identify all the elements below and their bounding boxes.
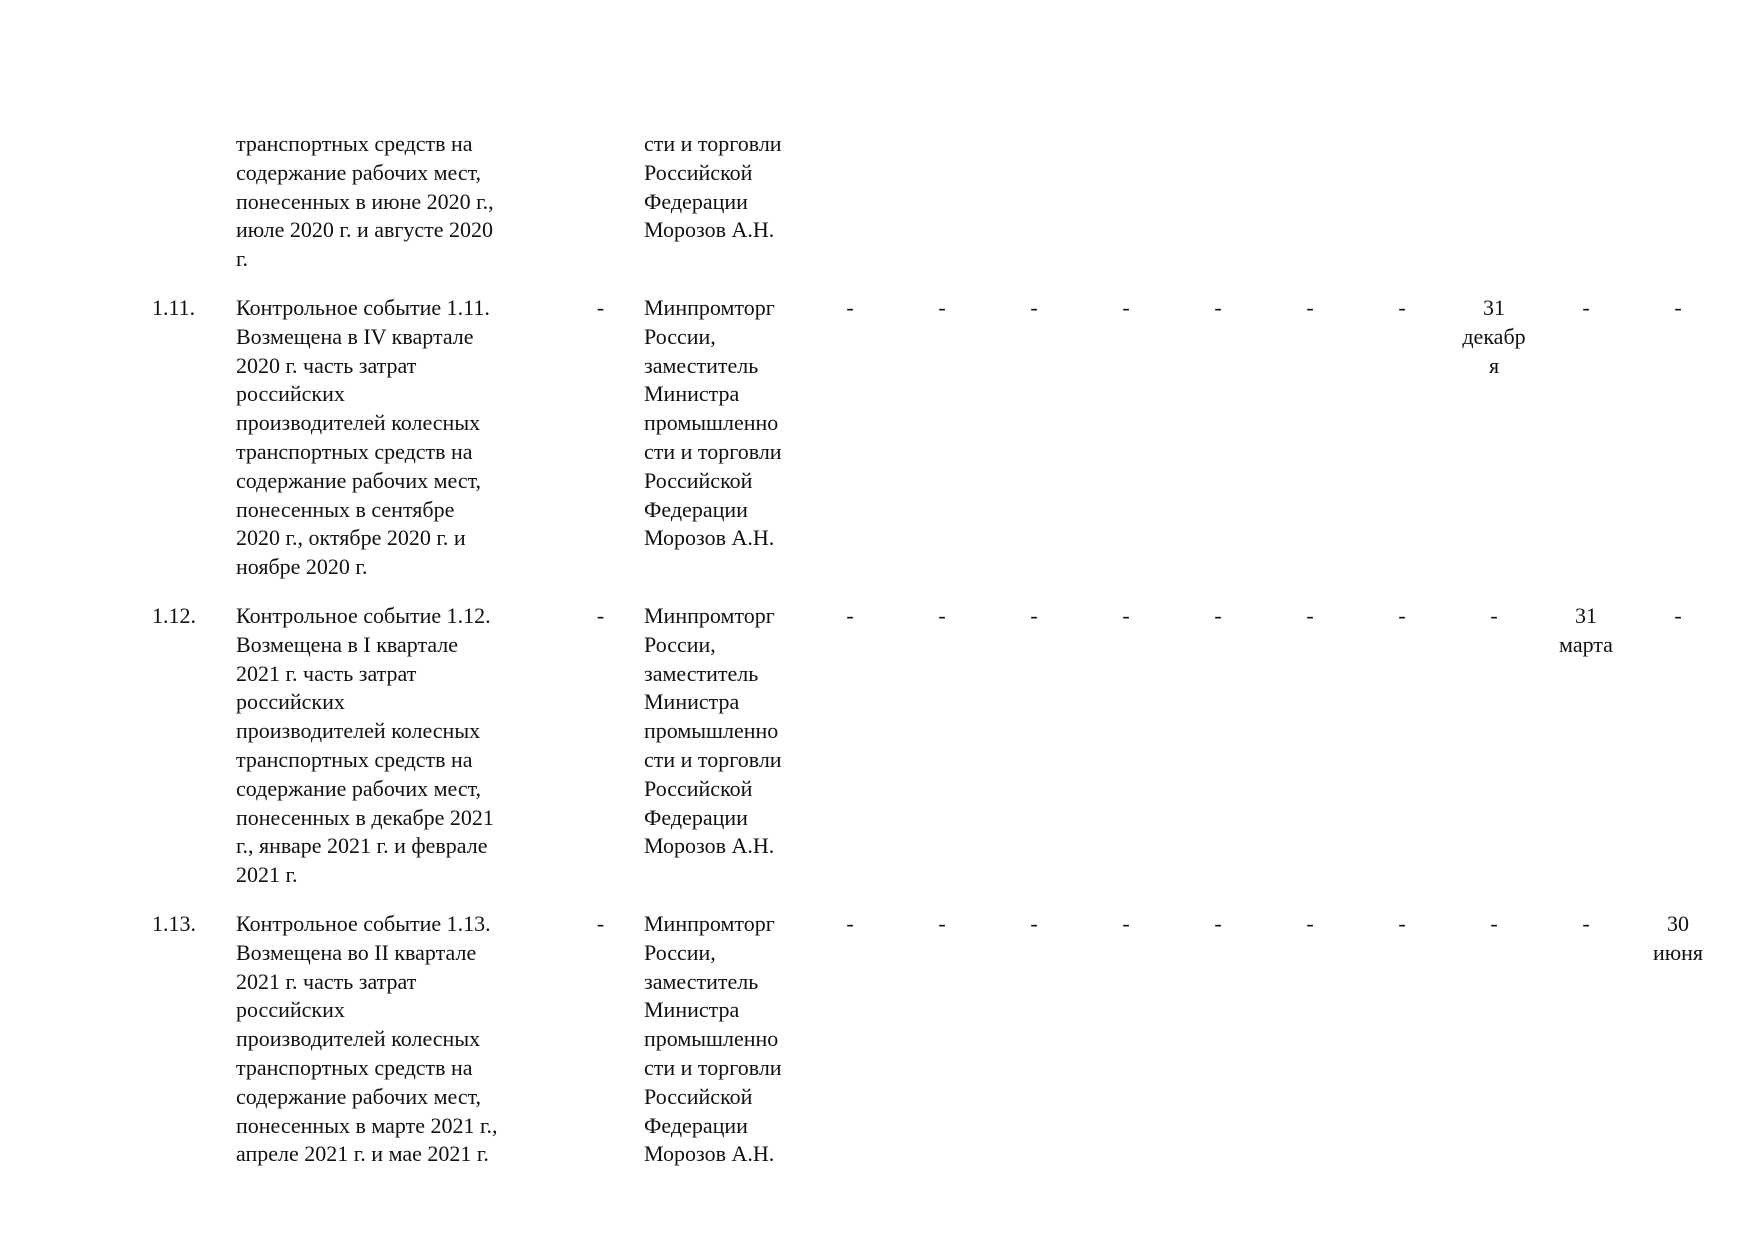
- period-value: -: [938, 910, 946, 936]
- period-value: [1448, 130, 1540, 294]
- period-value: -: [1122, 910, 1130, 936]
- table-row: [152, 130, 1724, 294]
- period-value: [804, 130, 896, 294]
- period-value: -: [938, 294, 946, 320]
- period-value: [1540, 130, 1632, 294]
- event-description: транспортных средств на содержание рабочих мест, понесенных в июне 2020 г., июле 2020 г. и августе 2020 г.: [236, 131, 494, 272]
- period-value: -: [1490, 602, 1498, 628]
- table-row: [152, 910, 1724, 1169]
- responsible-person: Минпромторг России, заместитель Министра промышленно сти и торговли Российской Федерации Морозов А.Н.: [644, 294, 782, 551]
- period-value: 31 марта: [1559, 602, 1613, 657]
- period-value: [896, 130, 988, 294]
- responsible-person: Минпромторг России, заместитель Министра промышленно сти и торговли Российской Федерации Морозов А.Н.: [644, 910, 782, 1167]
- period-value: [1264, 130, 1356, 294]
- row-number: 1.13.: [152, 910, 196, 936]
- event-description: Контрольное событие 1.12. Возмещена в I квартале 2021 г. часть затрат российских производителей колесных транспортных средств на содержание рабочих мест, понесенных в декабре 2021 г., январе 2021 г. и феврале 2021 г.: [236, 602, 494, 888]
- column-3-value: -: [596, 602, 605, 628]
- period-value: -: [1122, 294, 1130, 320]
- period-value: -: [1306, 910, 1314, 936]
- period-value: -: [1122, 602, 1130, 628]
- table-row: [152, 294, 1724, 602]
- period-value: -: [1674, 294, 1682, 320]
- period-value: [1632, 130, 1724, 294]
- period-value: -: [846, 910, 854, 936]
- period-value: [1356, 130, 1448, 294]
- period-value: -: [1030, 910, 1038, 936]
- period-value: -: [846, 294, 854, 320]
- event-description: Контрольное событие 1.13. Возмещена во II квартале 2021 г. часть затрат российских производителей колесных транспортных средств на содержание рабочих мест, понесенных в марте 2021 г., апреле 2021 г. и мае 2021 г.: [236, 910, 498, 1167]
- control-events-table: [152, 130, 1724, 1169]
- row-number: 1.11.: [152, 294, 196, 320]
- table-row: [152, 602, 1724, 910]
- period-value: -: [1214, 294, 1222, 320]
- period-value: -: [1582, 294, 1590, 320]
- period-value: [1172, 130, 1264, 294]
- column-3-value: -: [596, 910, 605, 936]
- row-number: 1.12.: [152, 602, 196, 628]
- column-3-value: [557, 130, 644, 294]
- period-value: -: [846, 602, 854, 628]
- period-value: -: [1398, 910, 1406, 936]
- column-3-value: -: [596, 294, 605, 320]
- period-value: -: [938, 602, 946, 628]
- period-value: -: [1306, 294, 1314, 320]
- row-number: [152, 130, 236, 294]
- period-value: -: [1214, 602, 1222, 628]
- period-value: -: [1490, 910, 1498, 936]
- event-description: Контрольное событие 1.11. Возмещена в IV квартале 2020 г. часть затрат российских производителей колесных транспортных средств на содержание рабочих мест, понесенных в сентябре 2020 г., октябре 2020 г. и ноябре 2020 г.: [236, 294, 490, 580]
- period-value: -: [1398, 602, 1406, 628]
- period-value: [988, 130, 1080, 294]
- responsible-person: сти и торговли Российской Федерации Морозов А.Н.: [644, 131, 782, 243]
- period-value: -: [1582, 910, 1590, 936]
- period-value: -: [1674, 602, 1682, 628]
- period-value: -: [1306, 602, 1314, 628]
- period-value: 30 июня: [1652, 910, 1704, 965]
- period-value: -: [1214, 910, 1222, 936]
- period-value: -: [1030, 602, 1038, 628]
- responsible-person: Минпромторг России, заместитель Министра промышленно сти и торговли Российской Федерации Морозов А.Н.: [644, 602, 782, 859]
- period-value: -: [1030, 294, 1038, 320]
- period-value: [1080, 130, 1172, 294]
- period-value: 31 декабр я: [1462, 294, 1526, 378]
- period-value: -: [1398, 294, 1406, 320]
